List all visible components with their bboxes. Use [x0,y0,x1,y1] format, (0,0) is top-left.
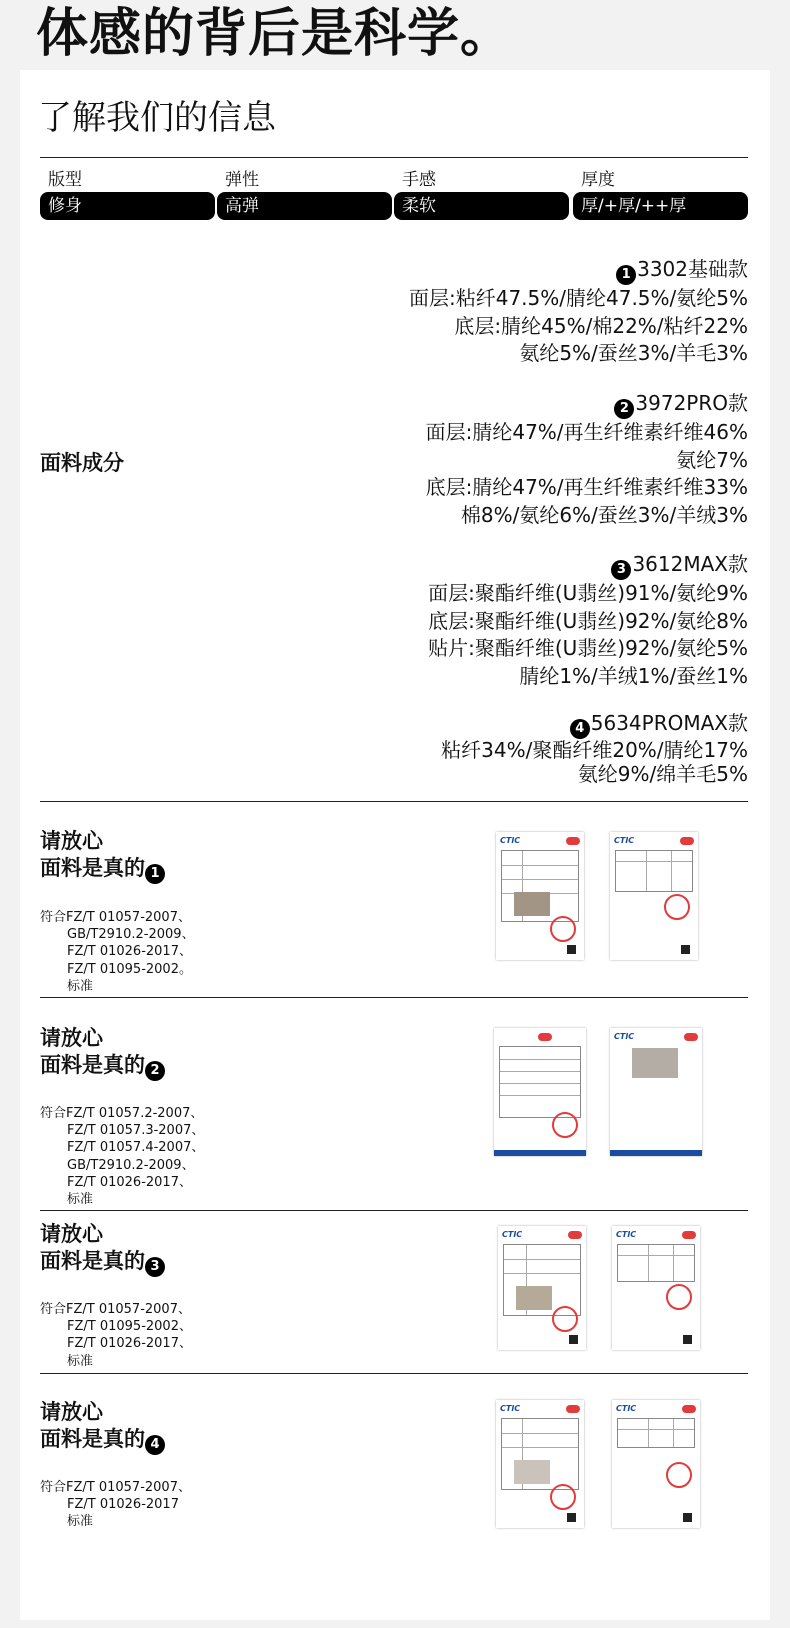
standard-line: 符合FZ/T 01057-2007、 [40,910,191,925]
cert-title-line: 面料是真的 [40,856,145,880]
composition-product [428,551,748,690]
standard-line: FZ/T 01026-2017、 [67,1336,192,1352]
product-name: 5634PROMAX款 [590,711,748,735]
attribute-feel [394,170,569,220]
standard-line: 符合FZ/T 01057-2007、 [40,1302,191,1317]
attribute-value: 修身 [40,192,215,220]
ctic-logo: CTIC [500,1404,521,1413]
composition-line: 贴片:聚酯纤维(U翡丝)92%/氨纶5% [428,636,748,660]
attribute-elasticity [217,170,392,220]
number-badge: 2 [614,399,634,419]
standard-line: 符合FZ/T 01057-2007、 [40,1480,191,1495]
composition-line: 氨纶5%/蚕丝3%/羊毛3% [519,341,748,365]
composition-line: 棉8%/氨纶6%/蚕丝3%/羊绒3% [460,502,748,527]
test-report-image [498,1226,586,1350]
info-card [20,70,770,1620]
cert-standards [40,909,195,995]
product-name: 3612MAX款 [632,552,748,576]
attribute-label: 弹性 [225,170,259,190]
ctic-logo: CTIC [616,1230,637,1239]
ctic-logo: CTIC [614,1032,635,1041]
attribute-label: 厚度 [581,170,615,190]
ctic-logo: CTIC [502,1230,523,1239]
standard-line: FZ/T 01057.4-2007、 [67,1140,205,1156]
divider [40,1373,748,1374]
composition-line: 粘纤34%/聚酯纤维20%/腈纶17% [441,738,748,762]
number-badge: 2 [145,1061,165,1081]
standard-line: 标准 [67,1514,94,1530]
standard-line: 标准 [67,1192,94,1208]
cert-title-line: 面料是真的 [40,1053,145,1077]
attribute-value: 厚/+厚/++厚 [573,192,748,220]
number-badge: 3 [611,560,631,580]
number-badge: 3 [145,1257,165,1277]
seal-stamp-icon [550,916,576,942]
composition-product [441,712,748,786]
divider [40,801,748,802]
qr-code-icon [683,1335,692,1344]
standard-line: FZ/T 01095-2002。 [67,961,192,977]
attribute-value: 柔软 [394,192,569,220]
attribute-label: 版型 [48,170,82,190]
number-badge: 1 [145,864,165,884]
composition-product [409,256,748,368]
test-report-image [496,1400,584,1528]
composition-line: 面层:粘纤47.5%/腈纶47.5%/氨纶5% [408,286,748,310]
cert-standards [40,1479,191,1531]
test-report-image [494,1028,586,1156]
number-badge: 4 [570,719,590,739]
cert-title [40,1221,166,1277]
divider [40,997,748,998]
divider [40,157,748,158]
cert-title-line: 请放心 [40,829,103,853]
cert-standards [40,1105,204,1208]
divider [40,1210,748,1211]
standard-line: FZ/T 01057.3-2007、 [67,1123,205,1139]
standard-line: FZ/T 01026-2017、 [67,944,192,960]
seal-stamp-icon [664,894,690,920]
seal-stamp-icon [666,1284,692,1310]
composition-line: 面层:聚酯纤维(U翡丝)91%/氨纶9% [428,581,748,605]
composition-title: 面料成分 [40,451,124,475]
number-badge: 4 [145,1435,165,1455]
standard-line: GB/T2910.2-2009、 [67,1157,195,1173]
seal-stamp-icon [666,1462,692,1488]
standard-line: 标准 [67,978,94,994]
test-report-image [612,1400,700,1528]
attribute-fit [40,170,215,220]
standard-line: FZ/T 01026-2017、 [67,1174,192,1190]
standard-line: 符合FZ/T 01057.2-2007、 [40,1106,204,1121]
info-title: 了解我们的信息 [38,98,276,138]
test-report-image [496,832,584,960]
qr-code-icon [681,945,690,954]
cert-title-line: 请放心 [40,1026,103,1050]
standard-line: FZ/T 01026-2017 [67,1497,179,1513]
composition-line: 底层:腈纶45%/棉22%/粘纤22% [454,313,748,338]
seal-stamp-icon [550,1484,576,1510]
cert-standards [40,1301,192,1370]
hero-title: 体感的背后是科学。 [36,4,514,64]
cert-title-line: 请放心 [40,1222,103,1246]
composition-product [426,390,748,529]
cert-title [40,828,166,884]
cert-title [40,1399,166,1455]
cert-title [40,1025,166,1081]
test-report-image [610,832,698,960]
standard-line: FZ/T 01095-2002、 [67,1319,192,1335]
qr-code-icon [567,945,576,954]
cert-title-line: 请放心 [40,1400,103,1424]
qr-code-icon [567,1513,576,1522]
product-name: 3302基础款 [637,257,748,281]
composition-line: 氨纶9%/绵羊毛5% [577,761,748,786]
attribute-value: 高弹 [217,192,392,220]
ctic-logo: CTIC [616,1404,637,1413]
standard-line: GB/T2910.2-2009、 [67,927,195,943]
product-name: 3972PRO款 [635,391,748,415]
composition-line: 底层:聚酯纤维(U翡丝)92%/氨纶8% [428,608,748,633]
seal-stamp-icon [552,1112,578,1138]
test-report-image [610,1028,702,1156]
attribute-thickness [573,170,748,220]
qr-code-icon [569,1335,578,1344]
seal-stamp-icon [552,1306,578,1332]
cert-title-line: 面料是真的 [40,1249,145,1273]
standard-line: 标准 [67,1353,94,1369]
composition-line: 腈纶1%/羊绒1%/蚕丝1% [519,663,748,688]
attribute-label: 手感 [402,170,436,190]
cert-title-line: 面料是真的 [40,1427,145,1451]
composition-line: 氨纶7% [676,447,748,472]
ctic-logo: CTIC [614,836,635,845]
composition-line: 底层:腈纶47%/再生纤维素纤维33% [425,475,748,499]
number-badge: 1 [616,265,636,285]
composition-line: 面层:腈纶47%/再生纤维素纤维46% [425,420,748,444]
test-report-image [612,1226,700,1350]
qr-code-icon [683,1513,692,1522]
ctic-logo: CTIC [500,836,521,845]
